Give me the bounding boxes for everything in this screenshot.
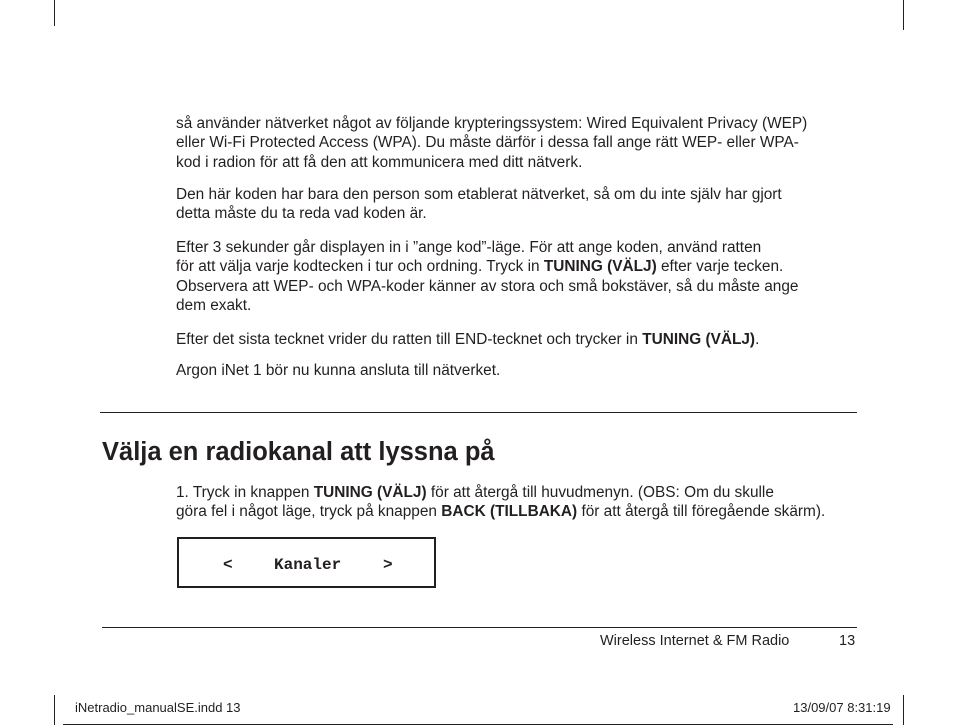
section-divider xyxy=(100,412,857,413)
section-heading: Välja en radiokanal att lyssna på xyxy=(102,438,495,466)
text-line: 1. Tryck in knappen xyxy=(176,484,314,501)
text-line: dem exakt. xyxy=(176,297,252,315)
text-line: för att återgå till föregående skärm). xyxy=(577,503,826,521)
footer-divider xyxy=(102,627,857,628)
text-line: så använder nätverket något av följande krypteringssystem: Wired Equivalent Privacy (WEP) xyxy=(176,115,808,132)
tuning-button-label: TUNING (VÄLJ) xyxy=(543,258,657,276)
text-line: eller Wi-Fi Protected Access (WPA). Du måste därför i dessa fall ange rätt WEP- eller WPA- xyxy=(176,134,799,152)
text-line: . xyxy=(755,331,760,348)
paragraph-encryption xyxy=(176,114,807,172)
footer-title: Wireless Internet & FM Radio xyxy=(600,633,790,649)
paragraph-enter-code xyxy=(176,238,798,316)
step-1 xyxy=(176,483,825,522)
tuning-button-label: TUNING (VÄLJ) xyxy=(313,484,427,501)
tuning-button-label: TUNING (VÄLJ) xyxy=(642,331,756,348)
slug-filename: iNetradio_manualSE.indd 13 xyxy=(75,700,241,715)
radio-display xyxy=(177,537,436,588)
back-button-label: BACK (TILLBAKA) xyxy=(441,503,578,521)
paragraph-connect xyxy=(176,361,500,380)
text-line: för att välja varje kodtecken i tur och ordning. Tryck in xyxy=(176,258,544,276)
slug-date: 13/09/07 8:31:19 xyxy=(793,700,891,715)
display-right-arrow: > xyxy=(383,556,393,574)
text-line: detta måste du ta reda vad koden är. xyxy=(176,205,427,223)
crop-mark-bottom-right xyxy=(903,695,904,725)
text-line: Observera att WEP- och WPA-koder känner av stora och små bokstäver, så du måste ange xyxy=(176,277,799,295)
text-line: kod i radion för att få den att kommunicera med ditt nätverk. xyxy=(176,153,583,171)
page-number: 13 xyxy=(839,633,856,649)
text-line: Argon iNet 1 bör nu kunna ansluta till nätverket. xyxy=(176,362,501,379)
paragraph-end-char xyxy=(176,330,759,349)
display-left-arrow: < xyxy=(223,556,233,574)
paragraph-code-owner xyxy=(176,185,782,224)
text-line: Den här koden har bara den person som etablerat nätverket, så om du inte själv har gjort xyxy=(176,186,782,203)
display-label: Kanaler xyxy=(274,556,342,574)
text-line: Efter 3 sekunder går displayen in i ”ange kod”-läge. För att ange koden, använd ratten xyxy=(176,239,762,256)
text-line: efter varje tecken. xyxy=(656,258,784,276)
crop-mark-top-right xyxy=(903,0,904,30)
text-line: Efter det sista tecknet vrider du ratten till END-tecknet och trycker in xyxy=(176,331,643,348)
text-line: göra fel i något läge, tryck på knappen xyxy=(176,503,442,521)
text-line: för att återgå till huvudmenyn. (OBS: Om du skulle xyxy=(426,484,774,501)
crop-mark-top-left xyxy=(54,0,55,26)
crop-mark-bottom-left xyxy=(54,695,55,725)
